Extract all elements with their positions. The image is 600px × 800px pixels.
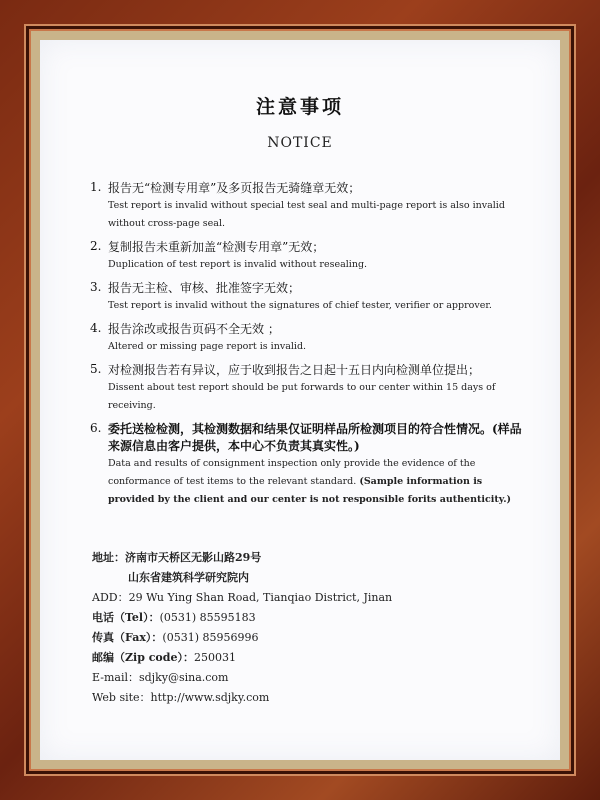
address-row bbox=[92, 548, 512, 568]
item-text-cn: 报告无主检、审核、批准签字无效； bbox=[108, 281, 301, 295]
notice-list bbox=[90, 180, 530, 515]
address-label: 地址： bbox=[92, 551, 125, 564]
item-text-cn: 对检测报告若有异议，应于收到报告之日起十五日内向检测单位提出； bbox=[108, 363, 481, 377]
item-text-en: Altered or missing page report is invalid. bbox=[108, 341, 307, 352]
address-en-row: ADD：29 Wu Ying Shan Road, Tianqiao District, Jinan bbox=[92, 591, 393, 604]
notice-item-1 bbox=[90, 180, 530, 233]
address-line-2: 山东省建筑科学研究院内 bbox=[128, 571, 249, 584]
item-text-en bbox=[108, 455, 530, 509]
address-line-1: 济南市天桥区无影山路29号 bbox=[125, 551, 262, 564]
website-row: Web site：http://www.sdjky.com bbox=[92, 691, 270, 704]
tel-row bbox=[92, 608, 512, 628]
item-text-en: Duplication of test report is invalid without resealing. bbox=[108, 259, 368, 270]
item-number: 4. bbox=[90, 321, 102, 335]
item-number: 3. bbox=[90, 280, 102, 294]
zip-row bbox=[92, 648, 512, 668]
title-english: NOTICE bbox=[267, 135, 333, 151]
item-number: 6. bbox=[90, 421, 102, 435]
item-text-cn: 报告涂改或报告页码不全无效 ； bbox=[108, 322, 280, 336]
fax-value: (0531) 85956996 bbox=[162, 631, 259, 644]
item-text-en-bold: (Sample information is provided by the client and our center is not responsible forits authenticity.) bbox=[108, 476, 512, 505]
notice-paper bbox=[40, 40, 560, 760]
zip-label: 邮编（Zip code）： bbox=[92, 651, 194, 664]
notice-item-3 bbox=[90, 280, 530, 315]
item-text-en: Dissent about test report should be put forwards to our center within 15 days of receiving. bbox=[108, 382, 496, 411]
item-text-cn: 委托送检检测，其检测数据和结果仅证明样品所检测项目的符合性情况。(样品来源信息由客户提供，本中心不负责其真实性。) bbox=[108, 422, 522, 453]
notice-item-2 bbox=[90, 239, 530, 274]
contact-block bbox=[92, 548, 512, 708]
notice-item-4 bbox=[90, 321, 530, 356]
tel-value: (0531) 85595183 bbox=[159, 611, 256, 624]
title-chinese: 注意事项 bbox=[255, 96, 344, 118]
fax-row bbox=[92, 628, 512, 648]
tel-label: 电话（Tel）： bbox=[92, 611, 160, 624]
item-text-cn: 报告无“检测专用章”及多页报告无骑缝章无效； bbox=[108, 181, 361, 195]
item-text-en: Test report is invalid without the signatures of chief tester, verifier or approver. bbox=[108, 300, 492, 311]
item-number: 1. bbox=[90, 180, 102, 194]
email-row: E-mail：sdjky@sina.com bbox=[92, 671, 229, 684]
address-line-2-row bbox=[92, 568, 512, 588]
notice-item-5 bbox=[90, 362, 530, 415]
item-text-en-regular: Data and results of consignment inspection only provide the evidence of the conformance of test items to the relevant standard. bbox=[108, 458, 476, 487]
fax-label: 传真（Fax）： bbox=[92, 631, 163, 644]
item-text-cn: 复制报告未重新加盖“检测专用章”无效； bbox=[108, 240, 325, 254]
zip-value: 250031 bbox=[193, 651, 236, 664]
item-text-en: Test report is invalid without special test seal and multi-page report is also invalid without cross-page seal. bbox=[108, 200, 505, 229]
notice-item-6 bbox=[90, 421, 530, 509]
item-number: 5. bbox=[90, 362, 102, 376]
item-number: 2. bbox=[90, 239, 102, 253]
